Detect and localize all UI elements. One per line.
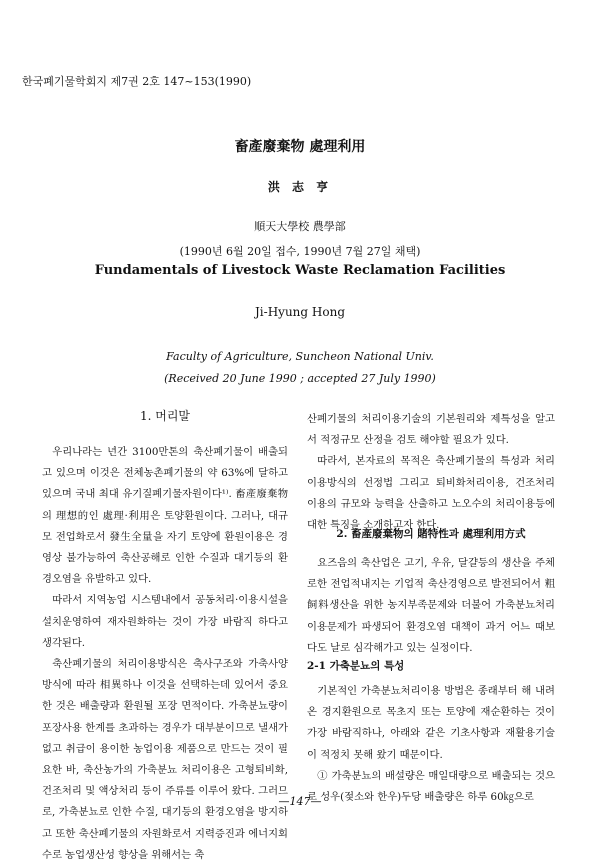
author-korean: 洪 志 亨 [267,180,333,194]
section-1-heading: 1. 머리말 [139,409,191,423]
paragraph: 축산폐기물의 처리이용방식은 축사구조와 가축사양방식에 따라 相異하나 이것을 선택하는데 있어서 중요한 것은 배출량과 환원될 포장 면적이다. 가축분뇨량이 포장사용 한계를 초과하는 경우가 대부분이므로 낼새가 없고 취급이 용이한 농업이용 제품으로 만드는 것이 필요한 바, 축산농가의 가축분뇨 처리이용은 고형퇴비화, 건조처리 및 액상처리 등이 주류를 이루어 왔다. 그러므로, 가축분뇨로 인한 수질, 대기등의 환경오염을 방지하고 또한 축산폐기물의 자원화로서 지력증진과 에너지회수로 농업생산성 향상을 위해서는 축 [42,658,288,861]
paragraph: 기본적인 가축분뇨처리이용 방법은 종래부터 해 내려온 경지환원으로 목초지 또는 토양에 재순환하는 것이 가장 바람직하나, 아래와 같은 기초사항과 재활용기술이 적정치 못해 왔기 때문이다. [307,685,555,761]
paragraph: 산폐기물의 처리이용기술의 기본원리와 제특성을 알고서 적정규모 산정을 검토 해야할 필요가 있다. [307,413,555,447]
section-2-body [307,553,555,659]
received-date-english: (Received 20 June 1990 ; accepted 27 July 1990) [164,372,436,385]
title-english: Fundamentals of Livestock Waste Reclamation Facilities [94,263,506,278]
paragraph: ① 가축분뇨의 배설량은 매일대량으로 배출되는 것으로 성우(젖소와 한우)두당 배출량은 하루 60㎏으로 [307,769,555,804]
journal-header: 한국폐기물학회지 제7권 2호 147~153(1990) [22,75,252,88]
page-number: —147— [278,795,322,808]
paragraph: 우리나라는 년간 3100만톤의 축산폐기물이 배출되고 있으며 이것은 전체농촌폐기물의 약 63%에 달하고 있으며 국내 최대 유기질폐기물자원이다¹⁾. 畜產廢棄物의 理想的인 處理·利用은 토양환원이다. 그러나, 대규모 전업화로서 發生全量을 자기 토양에 환원이용은 경영상 불가능하여 축산공해로 인한 수질과 대기등의 환경오염을 유발하고 있다. [42,446,288,586]
paragraph: 요즈음의 축산업은 고기, 우유, 달걀등의 생산을 주체로한 전업적내지는 기업적 축산경영으로 발전되어서 粗飼料생산을 위한 농지부족문제와 더불어 가축분뇨처리이용문제가 파생되어 환경오염 대책이 과거 어느 때보다도 날로 심각해가고 있는 실정이다. [307,557,555,654]
section-2-1-body [307,681,555,808]
section-2-heading: 2. 畜產廢棄物의 賭特性과 處理利用方式 [336,528,526,540]
title-korean: 畜產廢棄物 處理利用 [234,139,366,155]
author-english: Ji-Hyung Hong [255,305,345,319]
received-date-korean: (1990년 6월 20일 접수, 1990년 7월 27일 채택) [179,245,421,258]
paragraph: 따라서, 본자료의 목적은 축산폐기물의 특성과 처리이용방식의 선정법 그리고 퇴비화처리이용, 건조처리 이용의 규모와 능력을 산출하고 노오수의 처리이용등에 대한 특징을 소개하고자 한다. [307,455,555,532]
right-column-intro [307,409,555,536]
affiliation-english: Faculty of Agriculture, Suncheon National Univ. [166,350,434,363]
section-2-1-heading: 2-1 가축분뇨의 특성 [307,660,405,672]
affiliation-korean: 順天大學校 農學部 [254,220,346,233]
paragraph: 따라서 지역농업 시스템내에서 공동처리·이용시설을 설치운영하여 재자원화하는 것이 가장 바람직 하다고 생각된다. [42,594,288,649]
